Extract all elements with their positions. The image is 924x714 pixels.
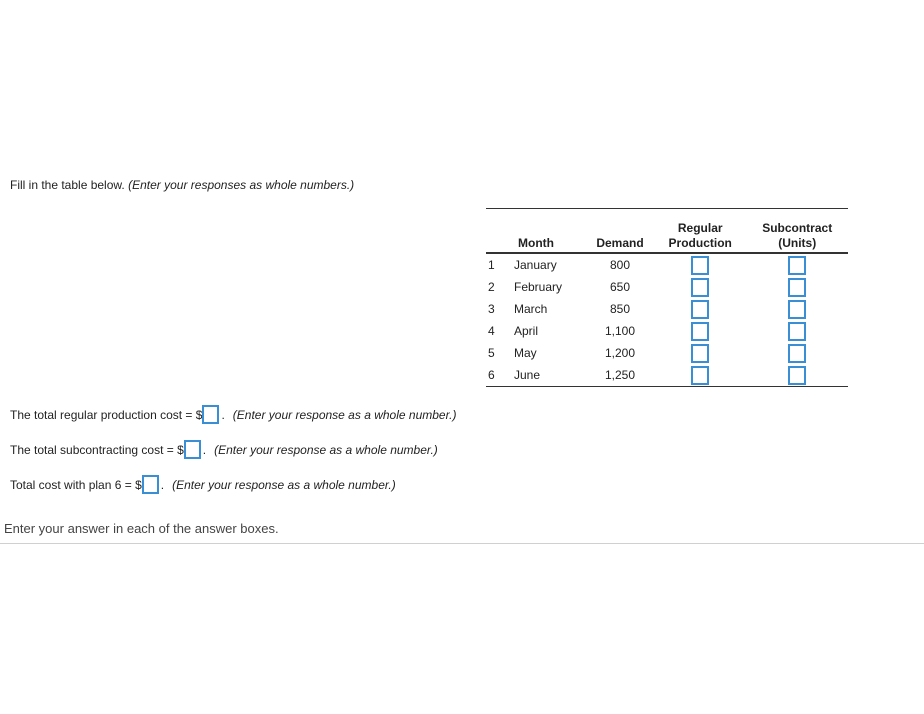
question-hint: (Enter your response as a whole number.)	[232, 407, 457, 422]
row-demand: 1,200	[604, 346, 636, 360]
row-number: 3	[488, 302, 495, 316]
total-subcontract-cost-input[interactable]	[184, 440, 201, 459]
row-demand: 650	[609, 280, 631, 294]
instruction	[10, 178, 354, 192]
regular-production-input[interactable]	[691, 300, 709, 319]
regular-production-input[interactable]	[691, 366, 709, 385]
header-demand: Demand	[586, 221, 654, 253]
subcontract-input[interactable]	[788, 300, 806, 319]
row-number: 6	[488, 368, 495, 382]
divider	[0, 543, 924, 544]
subcontract-input[interactable]	[788, 278, 806, 297]
question-hint: (Enter your response as a whole number.)	[214, 442, 438, 457]
subcontract-input[interactable]	[788, 256, 806, 275]
row-demand: 850	[609, 302, 631, 316]
question-label: The total regular production cost = $	[10, 407, 203, 422]
question-total-cost: Total cost with plan 6 = $ . (Enter your response as a whole number.)	[10, 475, 396, 494]
header-subcontract-units: Subcontract (Units)	[746, 221, 848, 253]
footer-note: Enter your answer in each of the answer boxes.	[4, 521, 279, 536]
question-subcontract-cost: The total subcontracting cost = $ . (Enter your response as a whole number.)	[10, 440, 438, 459]
question-label: Total cost with plan 6 = $	[10, 477, 142, 492]
row-month: June	[514, 368, 541, 382]
subcontract-input[interactable]	[788, 344, 806, 363]
row-month: May	[514, 346, 537, 360]
regular-production-input[interactable]	[691, 256, 709, 275]
row-month: April	[514, 324, 539, 338]
table-row	[486, 298, 848, 320]
subcontract-input[interactable]	[788, 366, 806, 385]
row-demand: 1,250	[604, 368, 636, 382]
instruction-text: Fill in the table below.	[10, 178, 125, 192]
instruction-hint: (Enter your responses as whole numbers.)	[128, 178, 355, 192]
row-month: March	[514, 302, 548, 316]
row-number: 5	[488, 346, 495, 360]
production-table	[486, 208, 848, 387]
regular-production-input[interactable]	[691, 322, 709, 341]
row-demand: 1,100	[604, 324, 636, 338]
regular-production-input[interactable]	[691, 344, 709, 363]
subcontract-input[interactable]	[788, 322, 806, 341]
header-month: Month	[486, 221, 586, 253]
table-row	[486, 276, 848, 298]
table-row	[486, 342, 848, 364]
row-month: January	[514, 258, 557, 272]
row-demand: 800	[609, 258, 631, 272]
header-regular-production: Regular Production	[654, 221, 746, 253]
total-regular-cost-input[interactable]	[202, 405, 219, 424]
row-number: 2	[488, 280, 495, 294]
total-cost-plan-input[interactable]	[142, 475, 159, 494]
regular-production-input[interactable]	[691, 278, 709, 297]
question-hint: (Enter your response as a whole number.)	[172, 477, 396, 492]
row-number: 1	[488, 258, 495, 272]
table-row	[486, 364, 848, 387]
table-row	[486, 253, 848, 276]
table-row	[486, 320, 848, 342]
question-label: The total subcontracting cost = $	[10, 442, 184, 457]
row-month: February	[514, 280, 563, 294]
row-number: 4	[488, 324, 495, 338]
question-regular-cost: The total regular production cost = $ . (Enter your response as a whole number.)	[10, 405, 456, 424]
